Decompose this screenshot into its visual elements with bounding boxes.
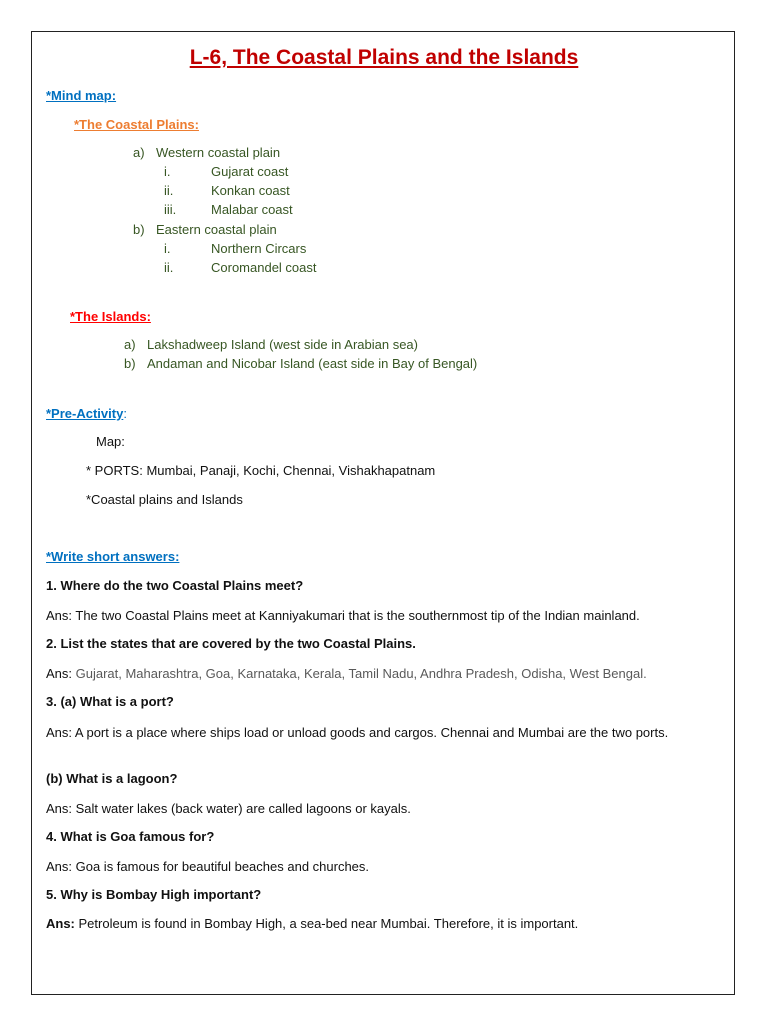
answer-2: Gujarat, Maharashtra, Goa, Karnataka, Kerala, Tamil Nadu, Andhra Pradesh, Odisha, West Bengal. xyxy=(75,666,647,681)
answer-2-line xyxy=(46,666,647,681)
list-marker: b) xyxy=(124,356,136,371)
list-marker: ii. xyxy=(164,183,174,198)
list-item: Konkan coast xyxy=(211,183,290,198)
answer-5: Petroleum is found in Bombay High, a sea-bed near Mumbai. Therefore, it is important. xyxy=(74,916,579,931)
islands-heading: *The Islands: xyxy=(70,309,151,324)
list-marker: i. xyxy=(164,241,171,256)
list-marker: a) xyxy=(124,337,136,352)
list-item: Malabar coast xyxy=(211,202,293,217)
page-title: L-6, The Coastal Plains and the Islands xyxy=(189,46,579,69)
pre-activity-heading-line xyxy=(46,405,127,423)
list-marker: i. xyxy=(164,164,171,179)
ports-line: * PORTS: Mumbai, Panaji, Kochi, Chennai, Vishakhapatnam xyxy=(86,463,436,478)
list-item: Lakshadweep Island (west side in Arabian sea) xyxy=(147,337,418,352)
answer-1: Ans: The two Coastal Plains meet at Kanniyakumari that is the southernmost tip of the Indian mainland. xyxy=(46,608,640,623)
list-marker: b) xyxy=(133,222,145,237)
short-answers-heading: *Write short answers: xyxy=(46,549,180,564)
coastal-plains-heading: *The Coastal Plains: xyxy=(74,117,199,132)
mind-map-heading: *Mind map: xyxy=(46,88,117,103)
answer-3a: Ans: A port is a place where ships load or unload goods and cargos. Chennai and Mumbai are the two ports. xyxy=(46,725,669,740)
coastal-plains-line: *Coastal plains and Islands xyxy=(86,492,243,507)
eastern-coastal-plain: Eastern coastal plain xyxy=(156,222,277,237)
question-5: 5. Why is Bombay High important? xyxy=(46,887,262,902)
list-marker: iii. xyxy=(164,202,177,217)
pre-activity-heading: *Pre-Activity xyxy=(46,406,124,421)
question-3a: 3. (a) What is a port? xyxy=(46,694,174,709)
heading-colon: : xyxy=(123,406,127,421)
question-1: 1. Where do the two Coastal Plains meet? xyxy=(46,578,304,593)
answer-prefix: Ans: xyxy=(46,666,76,681)
answer-5-line xyxy=(46,916,578,931)
list-item: Andaman and Nicobar Island (east side in Bay of Bengal) xyxy=(147,356,478,371)
map-label: Map: xyxy=(96,434,125,449)
page-border xyxy=(31,31,735,995)
answer-prefix: Ans: xyxy=(46,916,75,931)
list-item: Northern Circars xyxy=(211,241,307,256)
question-3b: (b) What is a lagoon? xyxy=(46,771,178,786)
question-4: 4. What is Goa famous for? xyxy=(46,829,215,844)
question-2: 2. List the states that are covered by the two Coastal Plains. xyxy=(46,636,416,651)
western-coastal-plain: Western coastal plain xyxy=(156,145,281,160)
answer-3b: Ans: Salt water lakes (back water) are called lagoons or kayals. xyxy=(46,801,411,816)
list-item: Coromandel coast xyxy=(211,260,317,275)
answer-4: Ans: Goa is famous for beautiful beaches and churches. xyxy=(46,859,370,874)
list-marker: a) xyxy=(133,145,145,160)
list-item: Gujarat coast xyxy=(211,164,289,179)
list-marker: ii. xyxy=(164,260,174,275)
